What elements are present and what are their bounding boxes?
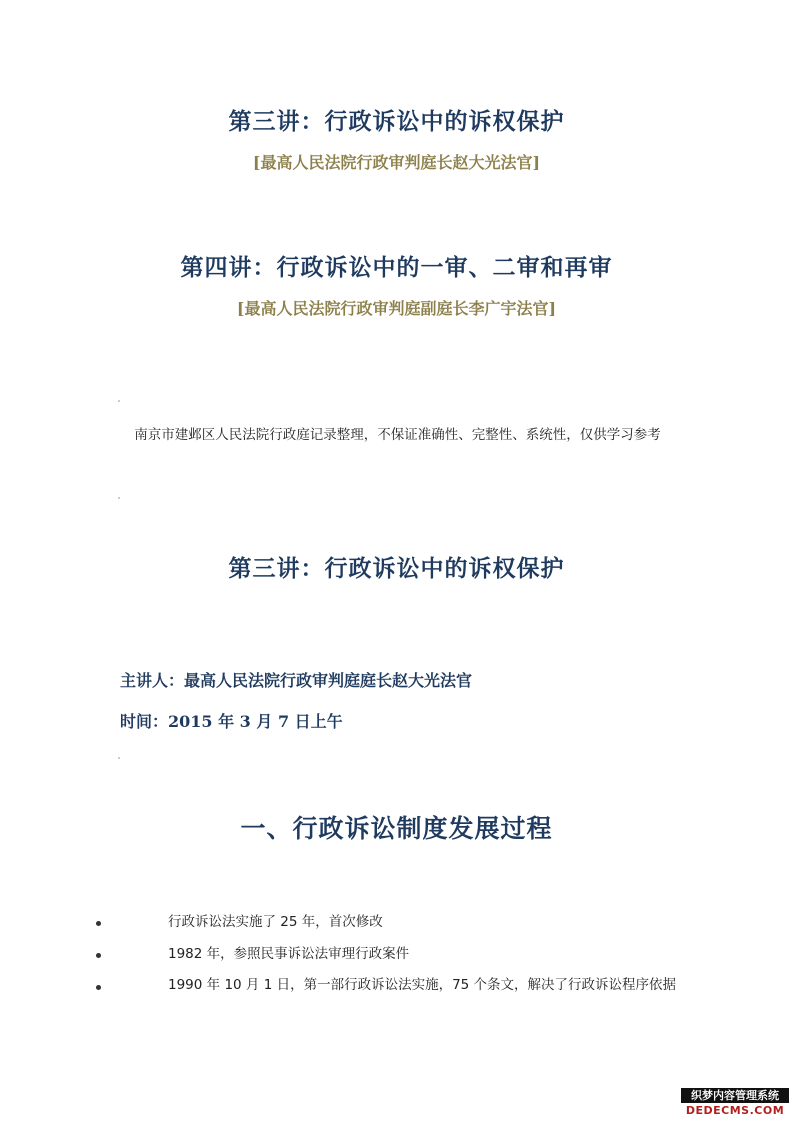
- list-item-text: 1982 年，参照民事诉讼法审理行政案件: [168, 946, 410, 962]
- list-item-text: 1990 年 10 月 1 日，第一部行政诉讼法实施，75 个条文，解决了行政诉讼程序依据: [168, 977, 677, 993]
- paragraph-mark: [118, 400, 120, 402]
- disclaimer-note: 南京市建邺区人民法院行政庭记录整理，不保证准确性、完整性、系统性，仅供学习参考: [134, 427, 661, 443]
- bullet-icon: [96, 921, 101, 926]
- lecture-title: 第三讲：行政诉讼中的诉权保护: [228, 555, 565, 582]
- list-item-text: 行政诉讼法实施了 25 年，首次修改: [168, 914, 383, 930]
- speaker-line: 主讲人：最高人民法院行政审判庭庭长赵大光法官: [120, 671, 473, 690]
- lecture-3-header-title: 第三讲：行政诉讼中的诉权保护: [228, 108, 565, 135]
- list-item: [120, 970, 680, 1000]
- watermark-domain: DEDECMS.COM: [685, 1104, 785, 1117]
- list-item: [120, 939, 680, 969]
- paragraph-mark: [118, 497, 120, 499]
- lecture-4-header-speaker: [最高人民法院行政审判庭副庭长李广宇法官]: [236, 299, 557, 318]
- bullet-icon: [96, 985, 101, 990]
- watermark-title: 织梦内容管理系统: [681, 1088, 789, 1103]
- list-item: [120, 907, 680, 937]
- time-line: 时间：2015 年 3 月 7 日上午: [120, 712, 343, 731]
- dedecms-watermark: [681, 1088, 789, 1116]
- lecture-4-header-title: 第四讲：行政诉讼中的一审、二审和再审: [180, 254, 613, 281]
- section-heading: 一、行政诉讼制度发展过程: [240, 814, 553, 843]
- paragraph-mark: [118, 757, 120, 759]
- bullet-icon: [96, 953, 101, 958]
- lecture-3-header-speaker: [最高人民法院行政审判庭长赵大光法官]: [252, 153, 541, 172]
